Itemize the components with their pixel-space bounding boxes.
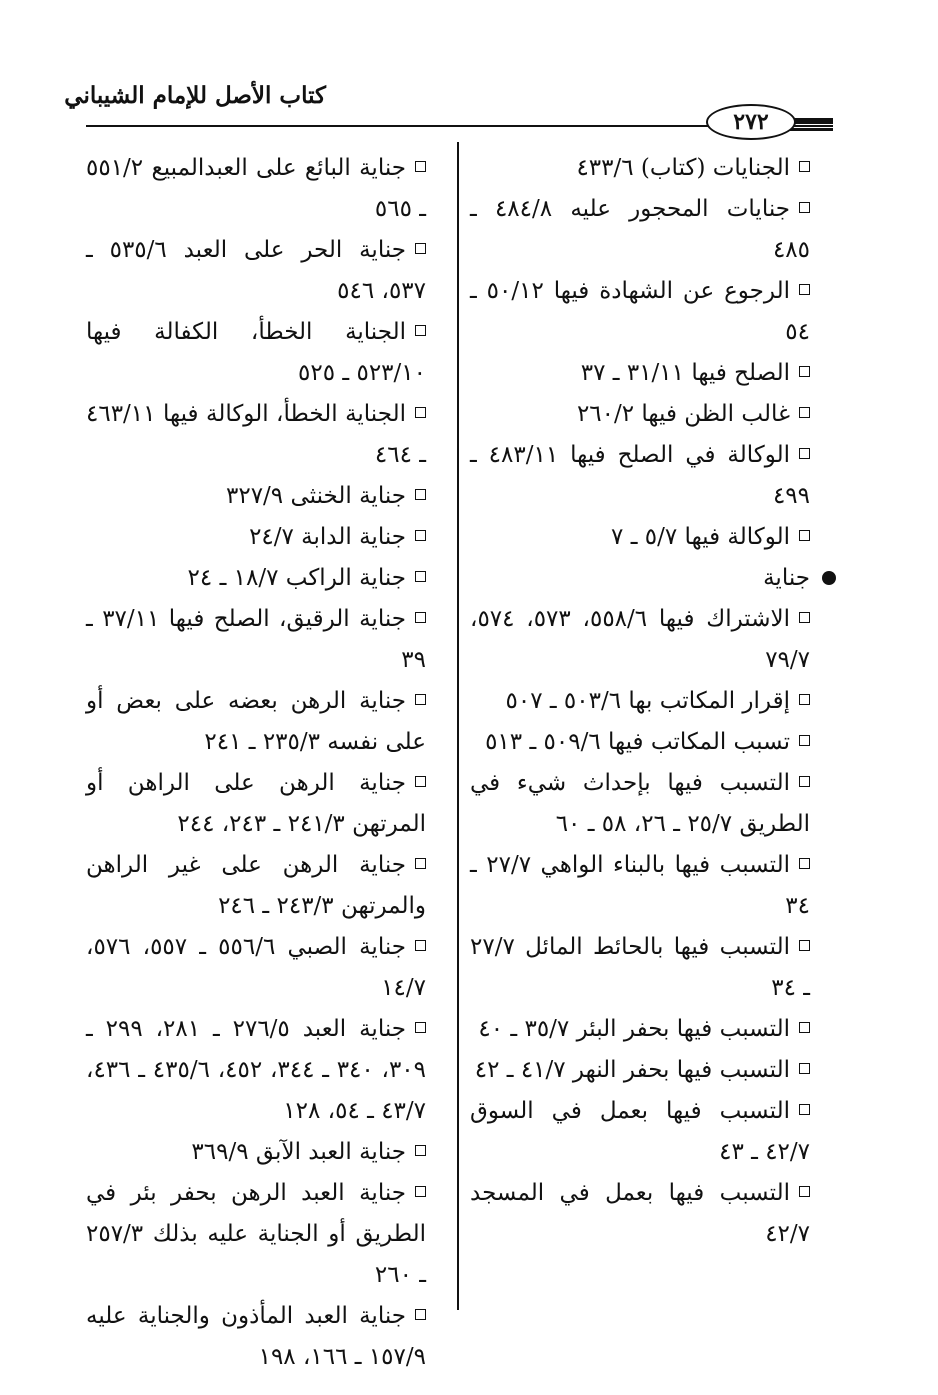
square-bullet-icon xyxy=(799,202,810,213)
square-bullet-icon xyxy=(799,448,810,459)
square-bullet-icon xyxy=(415,161,426,172)
square-bullet-icon xyxy=(799,530,810,541)
index-entry: تسبب المكاتب فيها ٥٠٩/٦ ـ ٥١٣ xyxy=(470,722,810,763)
index-entry: الرجوع عن الشهادة فيها ٥٠/١٢ ـ ٥٤ xyxy=(470,278,810,345)
index-entry: غالب الظن فيها ٢٦٠/٢ xyxy=(470,394,810,435)
index-entry: جناية العبد ٢٧٦/٥ ـ ٢٨١، ٢٩٩ ـ ٣٠٩، ٣٤٠ ـ ٣٤٤، ٤٥٢، ٤٣٥/٦ ـ ٤٣٦، ٤٣/٧ ـ ٥٤، ١٢٨ xyxy=(86,1016,427,1124)
square-bullet-icon xyxy=(799,735,810,746)
index-entry: الجناية الخطأ، الوكالة فيها ٤٦٣/١١ ـ ٤٦٤ xyxy=(86,401,426,468)
index-heading: جناية xyxy=(470,558,810,599)
index-entry: التسبب فيها بحفر البئر ٣٥/٧ ـ ٤٠ xyxy=(470,1009,810,1050)
index-column-right xyxy=(470,148,810,1255)
square-bullet-icon xyxy=(415,243,426,254)
book-title: كتاب الأصل للإمام الشيباني xyxy=(64,82,326,109)
square-bullet-icon xyxy=(415,940,426,951)
index-entry: جناية الرقيق، الصلح فيها ٣٧/١١ ـ ٣٩ xyxy=(86,606,426,673)
square-bullet-icon xyxy=(415,1145,426,1156)
square-bullet-icon xyxy=(415,612,426,623)
index-entry: جناية الخنثى ٣٢٧/٩ xyxy=(86,476,426,517)
square-bullet-icon xyxy=(415,530,426,541)
square-bullet-icon xyxy=(799,1104,810,1115)
index-entry: التسبب فيها بالحائط المائل ٢٧/٧ ـ ٣٤ xyxy=(470,934,810,1001)
header-rule-ornament xyxy=(790,118,833,124)
index-entry: جناية العبد المأذون والجناية عليه ١٥٧/٩ ـ ١٦٦، ١٩٨ xyxy=(86,1303,426,1370)
square-bullet-icon xyxy=(415,858,426,869)
page-number: ٢٧٢ xyxy=(706,104,796,140)
index-entry: الجنايات (كتاب) ٤٣٣/٦ xyxy=(470,148,810,189)
index-entry: الصلح فيها ٣١/١١ ـ ٣٧ xyxy=(470,353,810,394)
index-entry: جناية الرهن على غير الراهن والمرتهن ٢٤٣/٣ ـ ٢٤٦ xyxy=(86,852,426,919)
square-bullet-icon xyxy=(415,1022,426,1033)
header-rule-ornament xyxy=(790,128,833,131)
square-bullet-icon xyxy=(799,1186,810,1197)
square-bullet-icon xyxy=(799,284,810,295)
square-bullet-icon xyxy=(415,489,426,500)
square-bullet-icon xyxy=(415,694,426,705)
square-bullet-icon xyxy=(799,407,810,418)
square-bullet-icon xyxy=(799,858,810,869)
index-entry: جناية الرهن بعضه على بعض أو على نفسه ٢٣٥/٣ ـ ٢٤١ xyxy=(86,688,426,755)
square-bullet-icon xyxy=(799,1063,810,1074)
index-entry: التسبب فيها بالبناء الواهي ٢٧/٧ ـ ٣٤ xyxy=(470,852,810,919)
index-entry: جناية البائع على العبدالمبيع ٥٥١/٢ ـ ٥٦٥ xyxy=(86,155,426,222)
index-entry: التسبب فيها بعمل في المسجد ٤٢/٧ xyxy=(470,1180,810,1247)
round-bullet-icon xyxy=(822,571,836,585)
index-entry: الجناية الخطأ، الكفالة فيها ٥٢٣/١٠ ـ ٥٢٥ xyxy=(86,319,426,386)
column-divider xyxy=(457,142,459,1310)
index-entry: التسبب فيها بعمل في السوق ٤٢/٧ ـ ٤٣ xyxy=(470,1098,810,1165)
index-entry: التسبب فيها بحفر النهر ٤١/٧ ـ ٤٢ xyxy=(470,1050,810,1091)
square-bullet-icon xyxy=(799,940,810,951)
square-bullet-icon xyxy=(799,1022,810,1033)
index-entry: التسبب فيها بإحداث شيء في الطريق ٢٥/٧ ـ ٢٦، ٥٨ ـ ٦٠ xyxy=(470,770,810,837)
index-column-left xyxy=(86,148,426,1378)
index-entry: جناية الصبي ٥٥٦/٦ ـ ٥٥٧، ٥٧٦، ١٤/٧ xyxy=(86,934,426,1001)
index-entry: جناية العبد الرهن بحفر بئر في الطريق أو الجناية عليه بذلك ٢٥٧/٣ ـ ٢٦٠ xyxy=(86,1180,426,1288)
square-bullet-icon xyxy=(799,161,810,172)
page-header xyxy=(0,0,938,140)
index-entry: جناية الحر على العبد ٥٣٥/٦ ـ ٥٣٧، ٥٤٦ xyxy=(86,237,426,304)
square-bullet-icon xyxy=(799,694,810,705)
index-entry: جناية الراكب ١٨/٧ ـ ٢٤ xyxy=(86,558,426,599)
square-bullet-icon xyxy=(799,612,810,623)
square-bullet-icon xyxy=(415,776,426,787)
index-entry: الوكالة في الصلح فيها ٤٨٣/١١ ـ ٤٩٩ xyxy=(470,442,810,509)
square-bullet-icon xyxy=(415,1309,426,1320)
index-entry: جناية الرهن على الراهن أو المرتهن ٢٤١/٣ ـ ٢٤٣، ٢٤٤ xyxy=(86,770,426,837)
square-bullet-icon xyxy=(799,366,810,377)
index-entry: الوكالة فيها ٥/٧ ـ ٧ xyxy=(470,517,810,558)
square-bullet-icon xyxy=(415,325,426,336)
index-entry: جناية الدابة ٢٤/٧ xyxy=(86,517,426,558)
square-bullet-icon xyxy=(415,1186,426,1197)
index-entry: إقرار المكاتب بها ٥٠٣/٦ ـ ٥٠٧ xyxy=(470,681,810,722)
square-bullet-icon xyxy=(799,776,810,787)
index-entry: جناية العبد الآبق ٣٦٩/٩ xyxy=(86,1132,426,1173)
square-bullet-icon xyxy=(415,571,426,582)
index-entry: جنايات المحجور عليه ٤٨٤/٨ ـ ٤٨٥ xyxy=(470,196,810,263)
square-bullet-icon xyxy=(415,407,426,418)
index-entry: الاشتراك فيها ٥٥٨/٦، ٥٧٣، ٥٧٤، ٧٩/٧ xyxy=(470,606,810,673)
